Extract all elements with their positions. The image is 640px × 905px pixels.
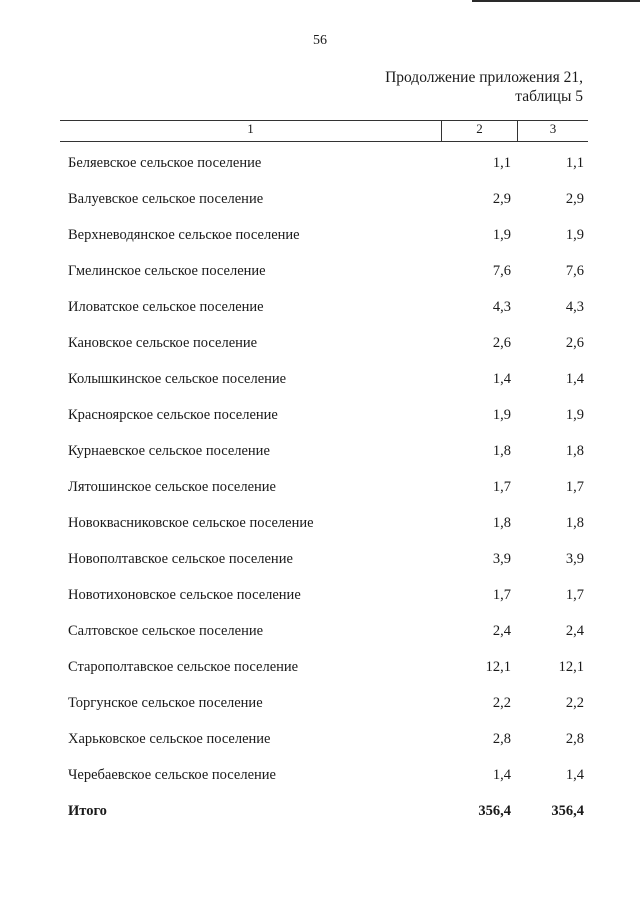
- table-row: [68, 577, 588, 613]
- row-value-col-3: 1,4: [565, 371, 584, 387]
- row-name: Колышкинское сельское поселение: [68, 371, 287, 387]
- total-row: [68, 793, 588, 829]
- caption-line-1: Продолжение приложения 21,: [385, 69, 583, 86]
- header-col-1: 1: [247, 121, 254, 136]
- row-value-col-3: 2,9: [565, 191, 584, 207]
- top-rule: [472, 0, 640, 2]
- row-value-col-2: 1,8: [492, 515, 511, 531]
- row-value-col-3: 2,2: [565, 695, 584, 711]
- row-value-col-2: 1,9: [492, 227, 511, 243]
- row-name: Верхневодянское сельское поселение: [68, 227, 300, 243]
- table-row: [68, 649, 588, 685]
- table-row: [68, 145, 588, 181]
- row-value-col-2: 1,4: [492, 767, 511, 783]
- row-value-col-2: 7,6: [492, 263, 511, 279]
- page-number: 56: [313, 33, 327, 48]
- row-value-col-2: 1,7: [492, 479, 511, 495]
- header-col-2: 2: [476, 121, 483, 136]
- row-name: Иловатское сельское поселение: [68, 299, 264, 315]
- row-value-col-2: 1,4: [492, 371, 511, 387]
- row-value-col-3: 2,6: [565, 335, 584, 351]
- table-row: [68, 289, 588, 325]
- row-value-col-2: 2,4: [492, 623, 511, 639]
- table-row: [68, 757, 588, 793]
- row-name: Курнаевское сельское поселение: [68, 443, 270, 459]
- row-value-col-3: 7,6: [565, 263, 584, 279]
- row-value-col-3: 4,3: [565, 299, 584, 315]
- row-value-col-2: 2,6: [492, 335, 511, 351]
- total-value-col-3: 356,4: [551, 803, 584, 819]
- row-value-col-2: 3,9: [492, 551, 511, 567]
- header-bottom-rule: [60, 141, 588, 142]
- table-body: [68, 145, 588, 829]
- row-value-col-2: 1,7: [492, 587, 511, 603]
- row-value-col-3: 1,1: [565, 155, 584, 171]
- row-name: Харьковское сельское поселение: [68, 731, 271, 747]
- caption-line-2: таблицы 5: [515, 88, 583, 105]
- row-value-col-2: 2,8: [492, 731, 511, 747]
- row-value-col-3: 1,7: [565, 587, 584, 603]
- table-caption: [385, 68, 583, 106]
- table-row: [68, 253, 588, 289]
- row-value-col-2: 2,9: [492, 191, 511, 207]
- row-name: Лятошинское сельское поселение: [68, 479, 276, 495]
- table-row: [68, 721, 588, 757]
- row-value-col-2: 1,8: [492, 443, 511, 459]
- row-name: Новотихоновское сельское поселение: [68, 587, 301, 603]
- row-value-col-3: 1,7: [565, 479, 584, 495]
- row-value-col-2: 2,2: [492, 695, 511, 711]
- row-value-col-3: 12,1: [558, 659, 584, 675]
- table-row: [68, 541, 588, 577]
- row-name: Гмелинское сельское поселение: [68, 263, 266, 279]
- table-row: [68, 217, 588, 253]
- row-value-col-3: 2,8: [565, 731, 584, 747]
- row-value-col-3: 1,8: [565, 515, 584, 531]
- row-name: Красноярское сельское поселение: [68, 407, 278, 423]
- row-value-col-3: 2,4: [565, 623, 584, 639]
- row-name: Салтовское сельское поселение: [68, 623, 264, 639]
- table-row: [68, 505, 588, 541]
- table-row: [68, 433, 588, 469]
- row-name: Новополтавское сельское поселение: [68, 551, 293, 567]
- row-name: Торгунское сельское поселение: [68, 695, 263, 711]
- table-row: [68, 469, 588, 505]
- row-value-col-3: 1,9: [565, 407, 584, 423]
- table-row: [68, 361, 588, 397]
- row-value-col-3: 3,9: [565, 551, 584, 567]
- row-value-col-2: 1,9: [492, 407, 511, 423]
- row-value-col-3: 1,8: [565, 443, 584, 459]
- total-label: Итого: [68, 803, 107, 819]
- row-name: Черебаевское сельское поселение: [68, 767, 276, 783]
- row-value-col-2: 4,3: [492, 299, 511, 315]
- row-name: Старополтавское сельское поселение: [68, 659, 299, 675]
- table-row: [68, 325, 588, 361]
- row-value-col-2: 1,1: [492, 155, 511, 171]
- row-name: Новоквасниковское сельское поселение: [68, 515, 314, 531]
- table-row: [68, 181, 588, 217]
- table-row: [68, 685, 588, 721]
- total-value-col-2: 356,4: [478, 803, 511, 819]
- header-col-3: 3: [549, 121, 557, 136]
- row-name: Кановское сельское поселение: [68, 335, 258, 351]
- row-name: Валуевское сельское поселение: [68, 191, 264, 207]
- row-name: Беляевское сельское поселение: [68, 155, 262, 171]
- row-value-col-2: 12,1: [485, 659, 511, 675]
- row-value-col-3: 1,9: [565, 227, 584, 243]
- table-row: [68, 613, 588, 649]
- table-row: [68, 397, 588, 433]
- row-value-col-3: 1,4: [565, 767, 584, 783]
